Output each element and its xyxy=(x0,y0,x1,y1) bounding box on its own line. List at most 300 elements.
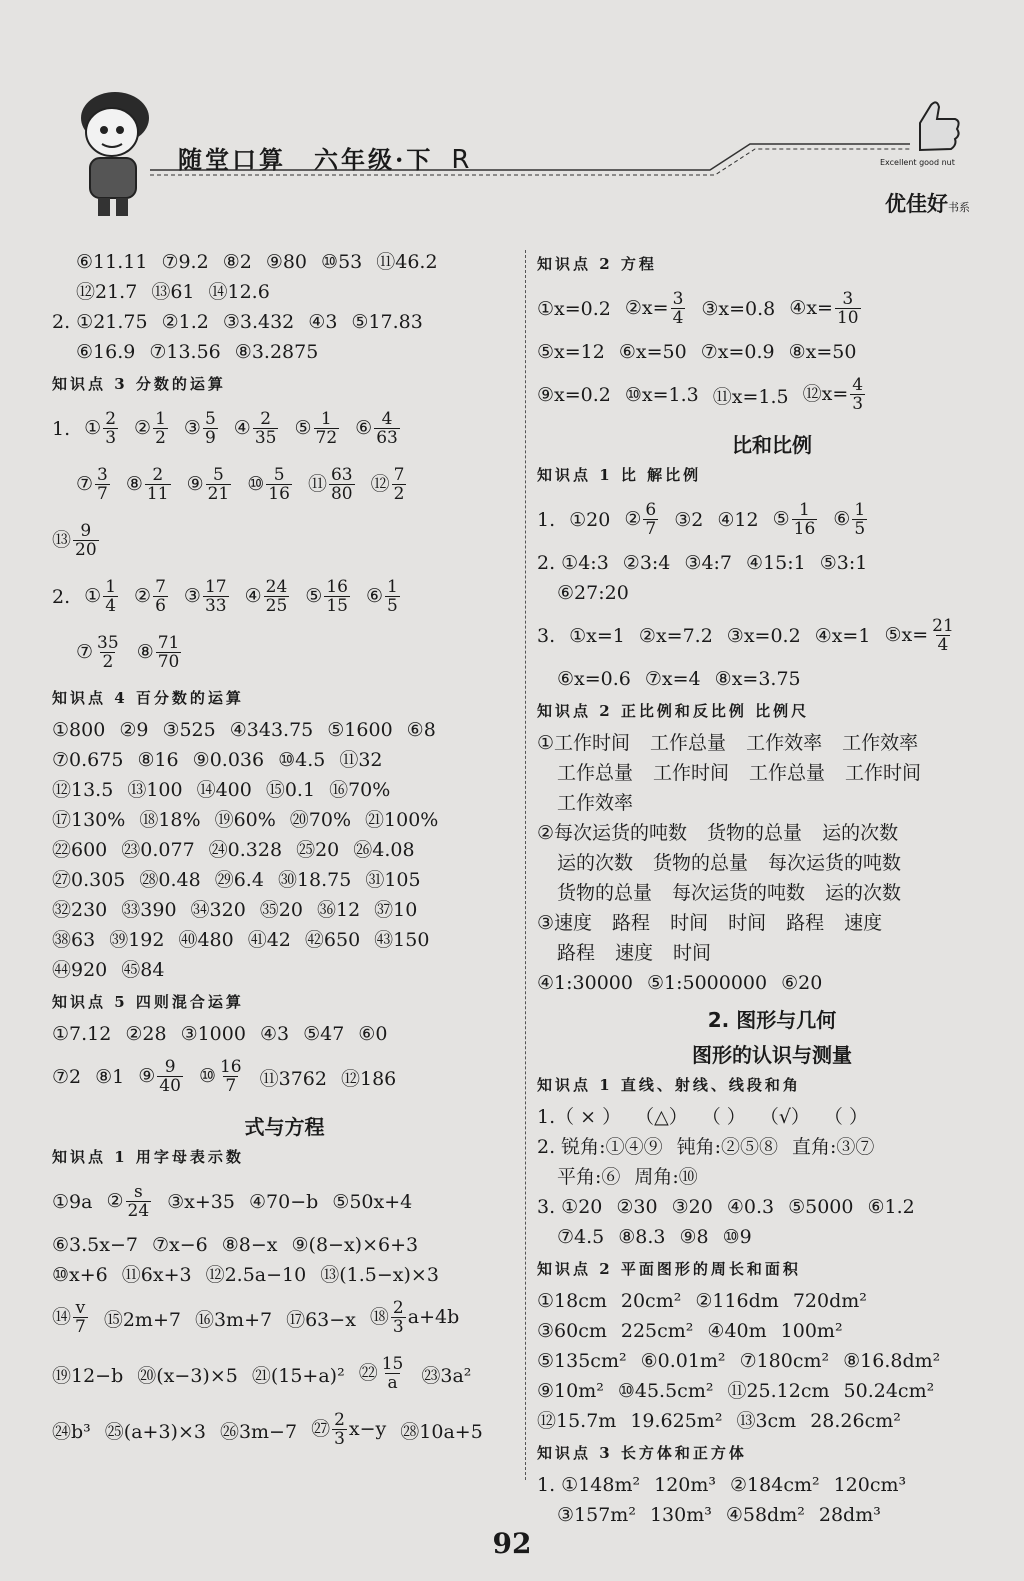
answer-line xyxy=(52,745,517,775)
answer: ③x=0.8 xyxy=(701,298,776,320)
answer-line xyxy=(52,955,517,985)
answer: ㉒600 xyxy=(52,839,108,861)
answer: ③3.432 xyxy=(222,311,295,333)
fraction-answer xyxy=(184,579,231,615)
brand-tagline: Excellent good nut xyxy=(880,158,955,167)
answer: 运的次数 xyxy=(825,882,902,904)
answer-label: ⑤x= xyxy=(884,624,929,646)
answer: 28dm³ xyxy=(818,1504,881,1526)
answer: ㊹920 xyxy=(52,959,108,981)
answer-line xyxy=(52,569,517,625)
answer-line xyxy=(52,715,517,745)
answer: 时间 xyxy=(728,912,767,934)
fraction xyxy=(145,467,171,503)
answer: ⑥0.01m² xyxy=(640,1350,726,1372)
denominator: 4 xyxy=(937,635,949,655)
fraction-answer xyxy=(52,1300,90,1336)
numerator: 35 xyxy=(97,633,119,653)
answer: ⑦x−6 xyxy=(151,1234,208,1256)
answer: ㉘10a+5 xyxy=(400,1420,483,1443)
answer: ⑳70% xyxy=(289,809,352,831)
numerator: 7 xyxy=(393,465,405,485)
numerator: 15 xyxy=(381,1354,404,1374)
answer: ⑦x=4 xyxy=(644,668,701,690)
question-number: 2. xyxy=(52,586,71,608)
answer-line xyxy=(537,1222,1007,1252)
answer: ⑬(1.5−x)×3 xyxy=(320,1264,439,1286)
numerator: 1 xyxy=(105,577,117,597)
answer-label: ⑨ xyxy=(186,473,204,495)
answer: ⑩45.5cm² xyxy=(617,1380,714,1402)
answer: ⑫13.5 xyxy=(52,779,114,801)
numerator: s xyxy=(133,1182,143,1202)
fraction xyxy=(157,1059,183,1095)
answer: ⑪6x+3 xyxy=(121,1264,192,1286)
answer: ⑥16.9 xyxy=(76,341,136,363)
answer-line xyxy=(52,895,517,925)
answer-label: ⑪ xyxy=(307,473,327,495)
denominator: 24 xyxy=(127,1201,150,1221)
denominator: 3 xyxy=(852,394,864,414)
answer-label: ④ xyxy=(244,585,262,607)
numerator: 2 xyxy=(152,465,164,485)
fraction xyxy=(264,579,290,615)
answer: ④15:1 xyxy=(746,552,806,574)
answer: ⑫186 xyxy=(340,1067,397,1090)
denominator: 5 xyxy=(387,596,398,616)
answer-label: ② xyxy=(134,585,152,607)
denominator: 2 xyxy=(393,484,405,504)
answer: ㉜230 xyxy=(52,899,108,921)
answer: ⑫2.5a−10 xyxy=(205,1264,307,1286)
answer-label: ⑫ xyxy=(370,473,390,495)
numerator: 24 xyxy=(265,577,288,597)
answer-line xyxy=(537,878,1007,908)
answer: ㉓0.077 xyxy=(121,839,195,861)
answer: ⑧16 xyxy=(137,749,179,771)
answer-label: ⑦ xyxy=(76,641,94,663)
fraction xyxy=(73,523,99,559)
answer: ㉙6.4 xyxy=(214,869,264,891)
left-column xyxy=(52,247,517,1458)
answer: 路程 xyxy=(557,942,596,964)
fraction xyxy=(206,467,232,503)
answer: ①7.12 xyxy=(52,1023,112,1045)
answer: ②30 xyxy=(616,1196,658,1218)
answer-label: ⑧ xyxy=(136,641,154,663)
answer: ③速度 xyxy=(537,912,593,934)
answer: ④1:30000 xyxy=(537,972,633,994)
question-number: 1. xyxy=(52,418,71,440)
numerator: 9 xyxy=(164,1057,176,1077)
answer: ⑨8 xyxy=(679,1226,709,1248)
answer: ⑱18% xyxy=(139,809,201,831)
answer: ⑮2m+7 xyxy=(103,1308,181,1331)
equation-kp-title: 知识点 2 方程 xyxy=(537,255,657,273)
grade-label: 六年级·下 xyxy=(314,145,434,174)
numerator: 1 xyxy=(155,409,166,429)
answer: 2. ①21.75 xyxy=(52,311,148,333)
answer: 货物的总量 xyxy=(707,822,803,844)
denominator: 3 xyxy=(334,1429,345,1449)
answer: （√） xyxy=(759,1106,810,1128)
answer: ⑥11.11 xyxy=(76,251,148,273)
numerator: 3 xyxy=(672,289,684,309)
answer-line xyxy=(537,848,1007,878)
answer: ⑩9 xyxy=(722,1226,752,1248)
answer-line xyxy=(52,865,517,895)
answer: ②184cm² xyxy=(730,1474,820,1496)
fraction-answer xyxy=(234,411,281,447)
answer: ⑭12.6 xyxy=(208,281,270,303)
fraction xyxy=(332,1412,347,1448)
answer-line xyxy=(537,818,1007,848)
numerator: 16 xyxy=(326,577,348,597)
answer: 周角:⑩ xyxy=(634,1166,698,1188)
answer-line xyxy=(537,337,1007,367)
book-title: 随堂口算 xyxy=(178,145,286,174)
answer: ⑤x=12 xyxy=(537,341,605,363)
answer: ②9 xyxy=(119,719,149,741)
right-column xyxy=(537,247,1007,1530)
kp3-title: 知识点 3 分数的运算 xyxy=(52,375,226,393)
answer: 工作总量 xyxy=(557,762,634,784)
answer: 工作效率 xyxy=(746,732,823,754)
answer-line xyxy=(52,1174,517,1230)
answer-line xyxy=(52,1049,517,1105)
denominator: 11 xyxy=(146,484,169,504)
answer: 速度 xyxy=(844,912,883,934)
answer-label: ⑥ xyxy=(833,508,851,530)
fraction xyxy=(329,467,355,503)
answer: ②每次运货的吨数 xyxy=(537,822,688,844)
answer-label: ② xyxy=(106,1190,124,1212)
answer-label: ㉒ xyxy=(358,1362,378,1384)
answer: 工作效率 xyxy=(557,792,634,814)
answer: 2. ①4:3 xyxy=(537,552,609,574)
denominator: 3 xyxy=(105,428,117,448)
answer: 工作总量 xyxy=(749,762,826,784)
answer: 工作总量 xyxy=(650,732,727,754)
answer: ⑬100 xyxy=(127,779,183,801)
edition-label: R xyxy=(451,145,473,175)
answer: ⑥20 xyxy=(781,972,823,994)
fraction-answer xyxy=(84,579,120,615)
answer: ②x=7.2 xyxy=(638,625,713,647)
answer-line xyxy=(537,578,1007,608)
fraction-answer xyxy=(247,467,294,503)
answer: ㉕(a+3)×3 xyxy=(104,1420,206,1443)
answer-line xyxy=(52,457,517,513)
answer-suffix: x−y xyxy=(348,1418,387,1440)
answer-label: ⑫x= xyxy=(802,383,849,405)
answer: 1.（ × ） xyxy=(537,1106,622,1128)
fraction-answer xyxy=(184,411,220,447)
answer: ⑲12−b xyxy=(52,1364,124,1387)
fraction xyxy=(852,502,867,538)
fraction xyxy=(671,291,686,327)
answer: ⑪3762 xyxy=(259,1067,327,1090)
answer: 120cm³ xyxy=(833,1474,907,1496)
fraction-answer xyxy=(305,579,352,615)
answer-line xyxy=(52,775,517,805)
answer: ⑦0.675 xyxy=(52,749,124,771)
fraction-answer xyxy=(359,1356,408,1392)
numerator: 9 xyxy=(80,521,92,541)
denominator: 40 xyxy=(159,1076,181,1096)
answer: ㊸150 xyxy=(374,929,430,951)
fraction xyxy=(73,1300,88,1336)
answer-line xyxy=(537,938,1007,968)
answer: ①800 xyxy=(52,719,106,741)
answer: 运的次数 xyxy=(822,822,899,844)
denominator: 20 xyxy=(75,540,97,560)
answer: 19.625m² xyxy=(630,1410,723,1432)
answer: ③4:7 xyxy=(684,552,733,574)
answer: 3. ①20 xyxy=(537,1196,603,1218)
answer-label: ⑩ xyxy=(198,1065,216,1087)
question-number: 1. xyxy=(537,509,556,531)
answer: 2. 锐角:①④⑨ xyxy=(537,1136,663,1158)
answer: ⑨0.036 xyxy=(192,749,265,771)
answer: ⑤1:5000000 xyxy=(646,972,768,994)
denominator: 21 xyxy=(207,484,230,504)
answer: 钝角:②⑤⑧ xyxy=(676,1136,778,1158)
answer: ⑤50x+4 xyxy=(332,1191,413,1213)
numerator: 1 xyxy=(387,577,398,597)
answer: ⑧2 xyxy=(222,251,252,273)
answer-label: ⑨ xyxy=(138,1065,156,1087)
answer: ㉑100% xyxy=(365,809,439,831)
fraction xyxy=(266,467,292,503)
kp5-title: 知识点 5 四则混合运算 xyxy=(52,993,244,1011)
answer-label: ⑤ xyxy=(305,585,323,607)
fraction-answer xyxy=(84,411,120,447)
answer: 运的次数 xyxy=(557,852,634,874)
answer: 工作效率 xyxy=(842,732,919,754)
answer: ⑥0 xyxy=(358,1023,388,1045)
numerator: 17 xyxy=(204,577,227,597)
denominator: 4 xyxy=(105,596,117,616)
answer: ㉓3a² xyxy=(421,1364,472,1387)
answer: ⑧16.8dm² xyxy=(843,1350,941,1372)
answer-label: ⑬ xyxy=(52,529,72,551)
answer-line xyxy=(52,1402,517,1458)
denominator: 72 xyxy=(315,428,338,448)
fraction xyxy=(374,411,400,447)
fraction-answer xyxy=(106,1184,153,1220)
answer: ㉘0.48 xyxy=(139,869,201,891)
fraction xyxy=(103,411,118,447)
answer: ④3 xyxy=(259,1023,290,1045)
brand-suffix: 书系 xyxy=(948,201,970,214)
answer: ④12 xyxy=(717,509,759,531)
denominator: 63 xyxy=(376,428,398,448)
answer: ㊱12 xyxy=(316,899,361,921)
answer-label: ㉗ xyxy=(311,1418,331,1440)
answer: 1. ①148m² xyxy=(537,1474,641,1496)
fraction xyxy=(324,579,350,615)
answer: ⑤135cm² xyxy=(537,1350,627,1372)
answer: ①x=1 xyxy=(569,625,625,647)
answer-line xyxy=(52,625,517,681)
answer: 720dm² xyxy=(792,1290,867,1312)
denominator: 16 xyxy=(793,519,816,539)
answer: ⑯70% xyxy=(329,779,391,801)
answer: ③20 xyxy=(671,1196,713,1218)
answer: ⑥1.2 xyxy=(867,1196,915,1218)
answer: ⑰63−x xyxy=(286,1308,356,1331)
answer: ⑥27:20 xyxy=(557,582,629,604)
fraction xyxy=(103,579,118,615)
fraction xyxy=(203,411,218,447)
answer: 路程 xyxy=(612,912,651,934)
answer: （ ） xyxy=(823,1106,868,1128)
answer: ⑦13.56 xyxy=(149,341,221,363)
answer-label: ③ xyxy=(183,585,201,607)
answer: 50.24cm² xyxy=(843,1380,935,1402)
page-header xyxy=(0,0,1024,220)
section-ratio: 比和比例 xyxy=(732,433,812,457)
answer: 时间 xyxy=(670,912,709,934)
answer: ㊵480 xyxy=(178,929,234,951)
fraction xyxy=(95,467,110,503)
answer: ③525 xyxy=(162,719,216,741)
fraction xyxy=(391,1300,406,1336)
answer: ⑩x+6 xyxy=(52,1264,108,1286)
fraction-answer xyxy=(52,523,101,559)
answer: 工作时间 xyxy=(653,762,730,784)
denominator: 80 xyxy=(330,484,353,504)
denominator: 9 xyxy=(204,428,216,448)
answer-label: ⑥ xyxy=(365,585,383,607)
answer-line xyxy=(537,1376,1007,1406)
denominator: 15 xyxy=(326,596,348,616)
denominator: 6 xyxy=(155,596,166,616)
numerator: 5 xyxy=(273,465,285,485)
answer-line xyxy=(537,664,1007,694)
kp4-title: 知识点 4 百分数的运算 xyxy=(52,689,244,707)
answer: ⑧1 xyxy=(95,1066,125,1088)
denominator: 35 xyxy=(254,428,277,448)
numerator: 4 xyxy=(381,409,393,429)
fraction xyxy=(253,411,279,447)
answer: ①18cm xyxy=(537,1290,607,1312)
answer-line xyxy=(537,788,1007,818)
answer: ⑬61 xyxy=(151,281,195,303)
answer: ㊶42 xyxy=(247,929,291,951)
answer: ④0.3 xyxy=(726,1196,775,1218)
fraction xyxy=(95,635,121,671)
answer: ②116dm xyxy=(695,1290,779,1312)
answer: 货物的总量 xyxy=(653,852,749,874)
answer-line xyxy=(537,1406,1007,1436)
header-title xyxy=(178,140,472,175)
answer: ⑪46.2 xyxy=(376,251,438,273)
answer-line xyxy=(537,758,1007,788)
answer: ㉟20 xyxy=(259,899,303,921)
answer: ⑧x=3.75 xyxy=(714,668,801,690)
answer: ②28 xyxy=(125,1023,167,1045)
fraction-answer xyxy=(773,502,820,538)
answer: ⑫15.7m xyxy=(537,1410,617,1432)
answer: ㊴192 xyxy=(109,929,165,951)
answer-line xyxy=(52,1260,517,1290)
answer: ⑩53 xyxy=(321,251,363,273)
fraction-answer xyxy=(138,1059,185,1095)
numerator: 1 xyxy=(320,409,332,429)
answer-line xyxy=(52,1346,517,1402)
answer-label: ② xyxy=(624,508,642,530)
answer: ⑥8 xyxy=(406,719,436,741)
answer: ⑩4.5 xyxy=(278,749,326,771)
answer-label: ⑱ xyxy=(369,1306,389,1328)
answer-line xyxy=(537,908,1007,938)
fraction-answer xyxy=(311,1412,386,1448)
kp1-title: 知识点 1 用字母表示数 xyxy=(52,1148,244,1166)
answer: ⑯3m+7 xyxy=(194,1308,273,1331)
question-number: 3. xyxy=(537,625,556,647)
denominator: 7 xyxy=(645,519,657,539)
answer: ⑰130% xyxy=(52,809,126,831)
answer: ⑪25.12cm xyxy=(727,1380,830,1402)
answer-line xyxy=(52,805,517,835)
fraction-answer xyxy=(76,467,112,503)
fraction-answer xyxy=(625,291,688,327)
answer: ⑲60% xyxy=(214,809,276,831)
answer-line xyxy=(52,1290,517,1346)
answer: ㉝390 xyxy=(121,899,177,921)
answer: 直角:③⑦ xyxy=(791,1136,875,1158)
answer: ⑤3:1 xyxy=(819,552,868,574)
answer-line xyxy=(52,925,517,955)
fraction-answer xyxy=(789,291,862,327)
denominator: 25 xyxy=(265,596,288,616)
fraction xyxy=(850,377,865,413)
answer-label: ⑦ xyxy=(76,473,94,495)
denominator: 33 xyxy=(204,596,227,616)
numerator: 3 xyxy=(97,465,108,485)
answer: ㉗0.305 xyxy=(52,869,126,891)
numerator: 21 xyxy=(932,616,954,636)
answer-line xyxy=(537,1132,1007,1162)
answer: （ ） xyxy=(701,1106,746,1128)
answer: ⑧8−x xyxy=(221,1234,278,1256)
answer: ⑳(x−3)×5 xyxy=(137,1364,238,1387)
answer: 20cm² xyxy=(620,1290,682,1312)
fraction-answer xyxy=(134,579,170,615)
answer: 路程 xyxy=(786,912,825,934)
answer-line xyxy=(52,337,517,367)
answer: ㉖4.08 xyxy=(353,839,415,861)
answer-line xyxy=(537,1102,1007,1132)
numerator: 63 xyxy=(330,465,353,485)
answer: ⑤47 xyxy=(303,1023,345,1045)
answer: ⑮0.1 xyxy=(265,779,316,801)
answer-line xyxy=(537,367,1007,423)
answer-line xyxy=(52,1019,517,1049)
answer-line xyxy=(537,1316,1007,1346)
fraction-answer xyxy=(884,618,957,654)
fraction-answer xyxy=(833,502,869,538)
answer: ④40m xyxy=(707,1320,767,1342)
answer-line xyxy=(52,401,517,457)
section-geometry-sub: 图形的认识与测量 xyxy=(692,1043,852,1067)
denominator: 7 xyxy=(225,1076,237,1096)
fraction-answer xyxy=(355,411,402,447)
answer: ㊷650 xyxy=(304,929,361,951)
answer-label: ②x= xyxy=(624,297,669,319)
